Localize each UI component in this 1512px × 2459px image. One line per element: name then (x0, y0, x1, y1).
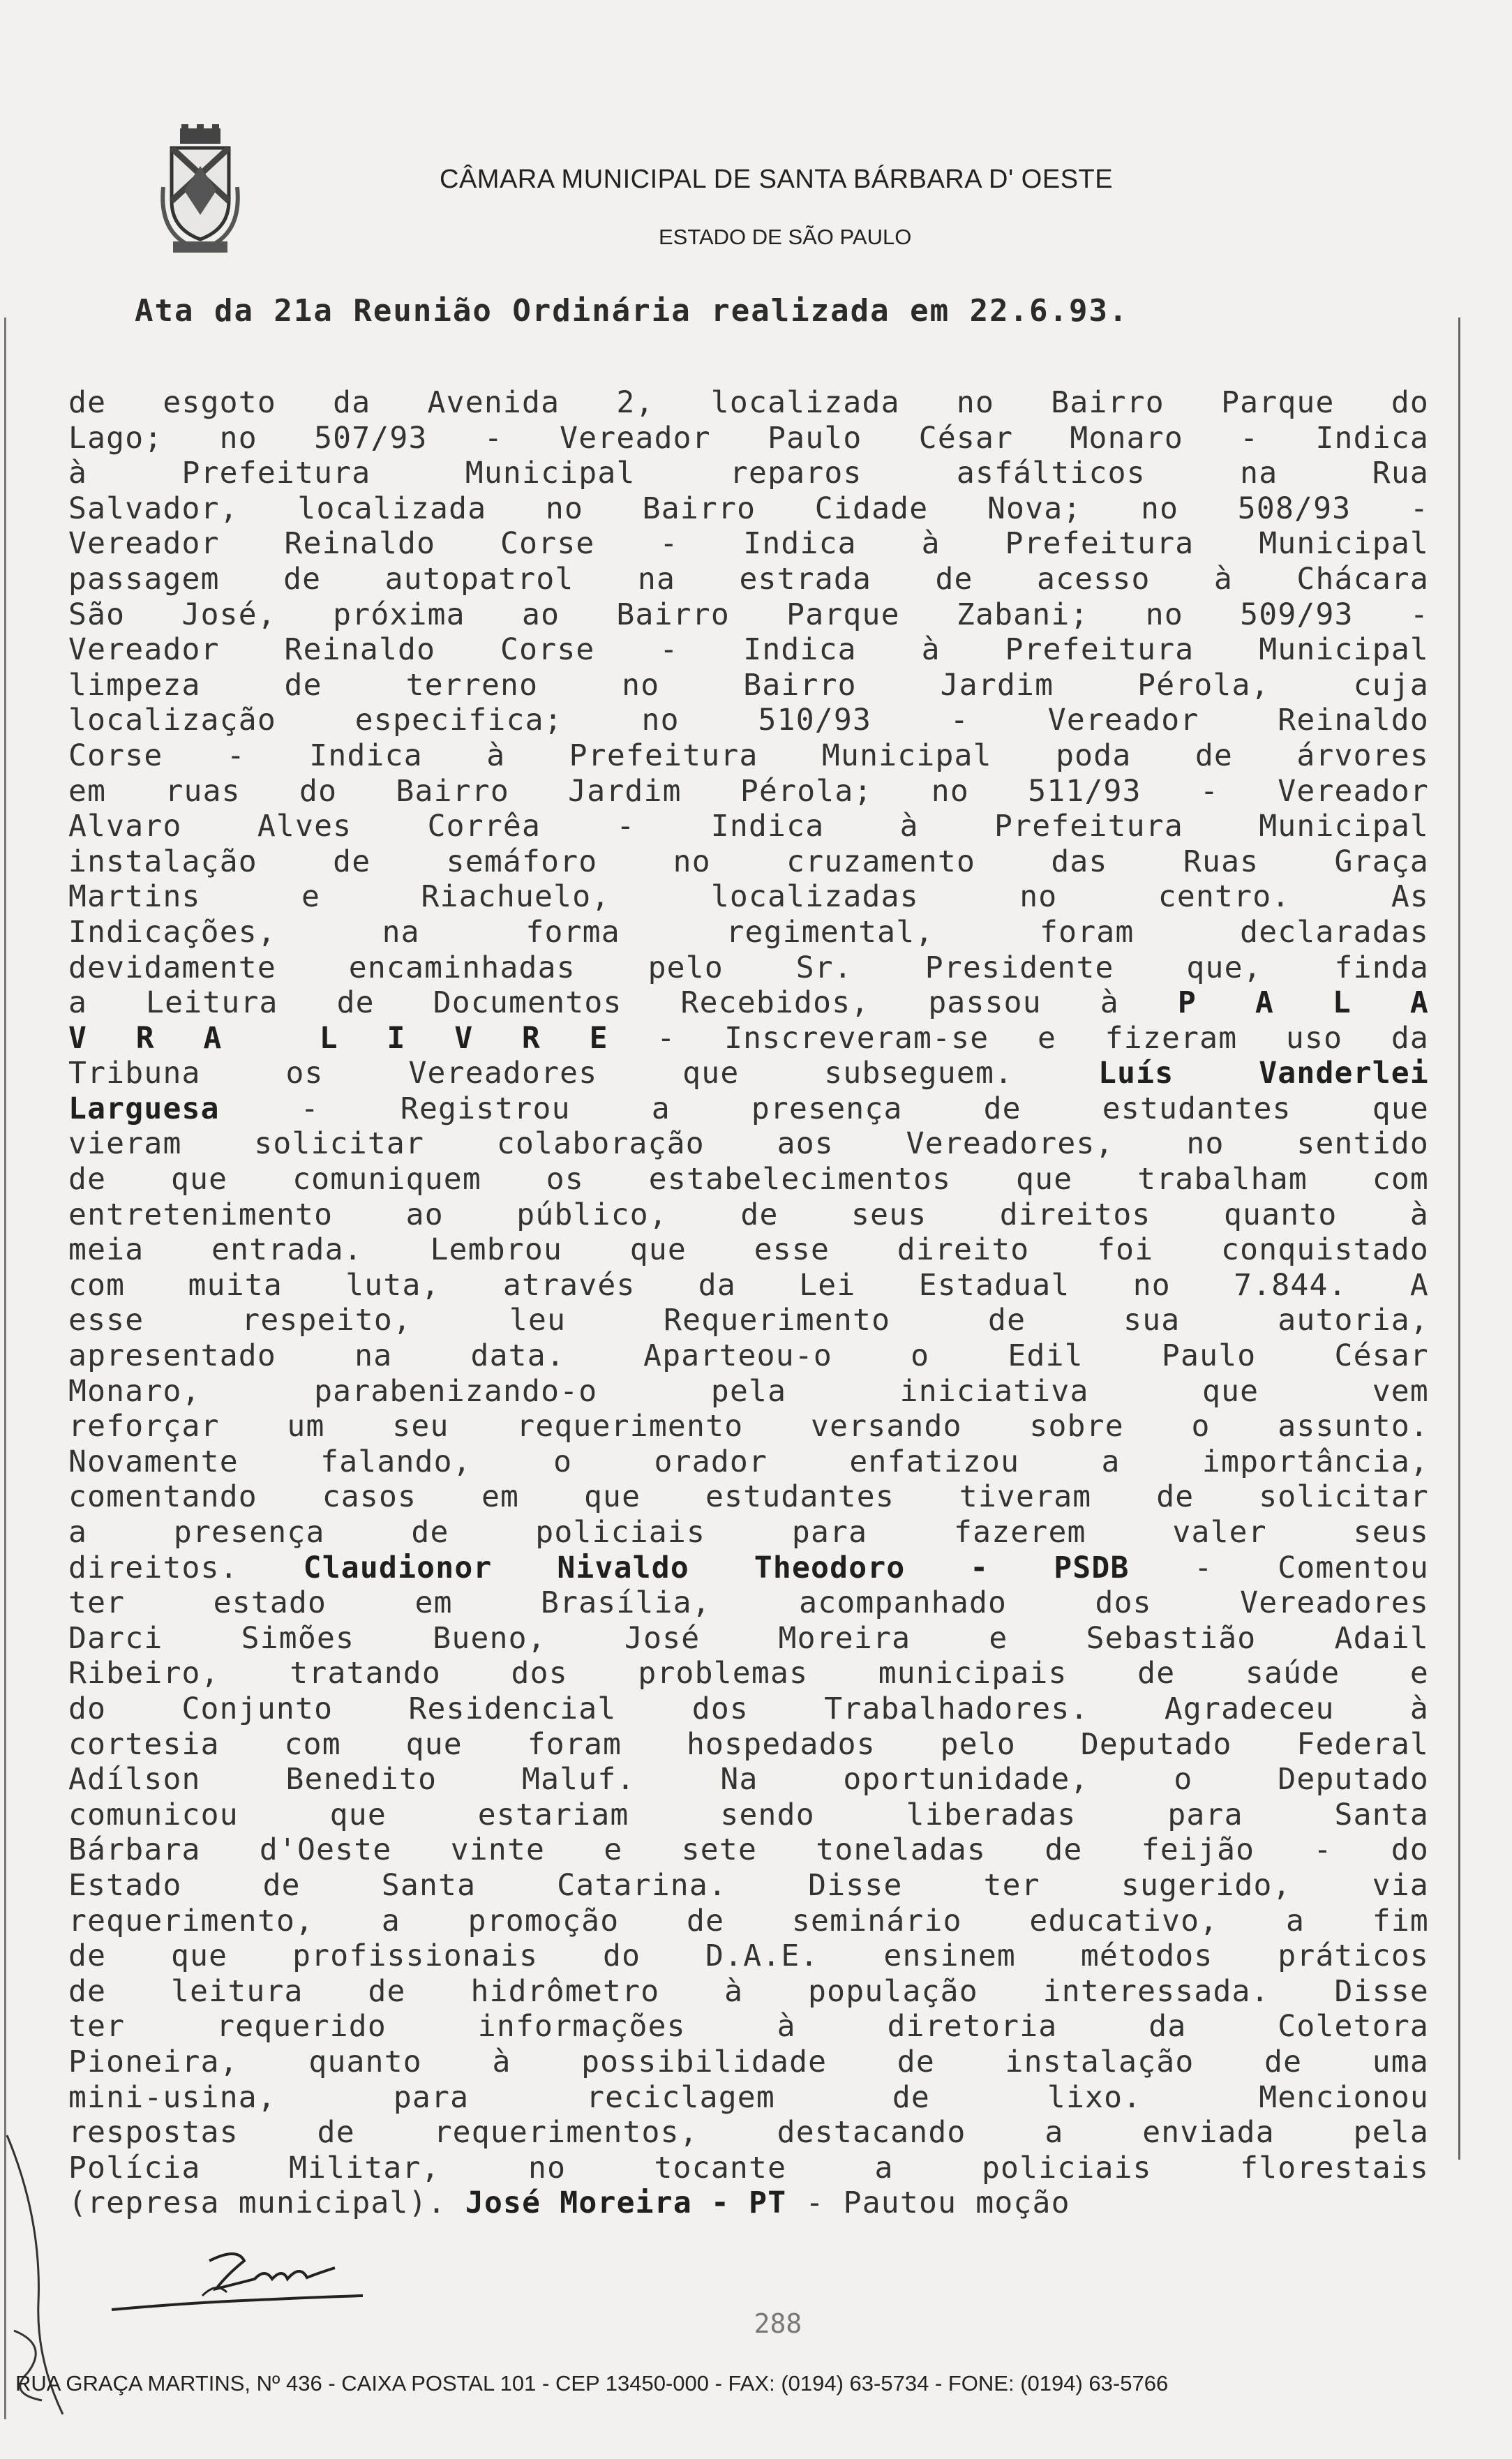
text-segment: - Pautou moção (786, 2185, 1070, 2221)
text-line (68, 1727, 1429, 1763)
text-line (68, 1444, 1429, 1480)
text-segment: à Prefeitura Municipal reparos asfálticos na Rua (68, 456, 1429, 491)
text-segment: Pioneira, quanto à possibilidade de instalação de uma (68, 2044, 1429, 2079)
text-line (68, 738, 1429, 774)
page-number: 288 (754, 2308, 802, 2339)
text-line (68, 1232, 1429, 1268)
text-segment: esse respeito, leu Requerimento de sua autoria, (68, 1303, 1429, 1338)
text-line (68, 1585, 1429, 1621)
text-segment: do Conjunto Residencial dos Trabalhadores. Agradeceu à (68, 1691, 1429, 1726)
bold-text-segment: Claudionor Nivaldo Theodoro - PSDB (303, 1550, 1130, 1585)
text-segment: - Registrou a presença de estudantes que (219, 1091, 1429, 1126)
right-border-line (1458, 317, 1460, 2160)
text-segment: a presença de policiais para fazerem valer seus (68, 1515, 1429, 1550)
text-line (68, 879, 1429, 915)
text-line (68, 2151, 1429, 2186)
bold-text-segment: Luís Vanderlei (1098, 1056, 1429, 1091)
text-line (68, 1904, 1429, 1939)
municipal-coat-of-arms-icon (159, 124, 241, 257)
text-segment: Tribuna os Vereadores que subseguem. (68, 1056, 1098, 1091)
text-segment: Adílson Benedito Maluf. Na oportunidade, o Deputado (68, 1762, 1429, 1797)
text-line (68, 2115, 1429, 2151)
text-line (68, 985, 1429, 1021)
text-segment: Monaro, parabenizando-o pela iniciativa que vem (68, 1373, 1429, 1409)
text-line (68, 597, 1429, 633)
text-segment: Corse - Indica à Prefeitura Municipal poda de árvores (68, 738, 1429, 773)
text-segment: meia entrada. Lembrou que esse direito foi conquistado (68, 1232, 1429, 1268)
text-line (68, 1338, 1429, 1374)
text-line (68, 1832, 1429, 1868)
text-line (68, 668, 1429, 703)
text-line (68, 562, 1429, 597)
text-segment: em ruas do Bairro Jardim Pérola; no 511/93 - Vereador (68, 773, 1429, 809)
text-line (68, 526, 1429, 562)
text-segment: - Inscreveram-se e fizeram uso da (608, 1020, 1429, 1056)
text-segment: São José, próxima ao Bairro Parque Zabani; no 509/93 - (68, 597, 1429, 632)
text-segment: apresentado na data. Aparteou-o o Edil Paulo César (68, 1338, 1429, 1374)
text-segment: ter estado em Brasília, acompanhado dos Vereadores (68, 1585, 1429, 1621)
text-line (68, 1268, 1429, 1303)
text-segment: Darci Simões Bueno, José Moreira e Sebastião Adail (68, 1620, 1429, 1656)
text-segment: com muita luta, através da Lei Estadual no 7.844. A (68, 1267, 1429, 1303)
text-segment: - Comentou (1129, 1550, 1429, 1585)
minutes-body-text (68, 385, 1429, 2221)
text-line (68, 703, 1429, 738)
text-segment: Estado de Santa Catarina. Disse ter sugerido, via (68, 1867, 1429, 1903)
text-line (68, 1091, 1429, 1127)
bold-text-segment: P A L A (1177, 985, 1429, 1021)
text-segment: instalação de semáforo no cruzamento das Ruas Graça (68, 844, 1429, 879)
text-segment: de que comuniquem os estabelecimentos que trabalham com (68, 1162, 1429, 1197)
text-line (68, 632, 1429, 668)
text-line (68, 2185, 1429, 2221)
text-segment: devidamente encaminhadas pelo Sr. Presidente que, finda (68, 950, 1429, 985)
text-segment: Indicações, na forma regimental, foram declaradas (68, 914, 1429, 950)
text-segment: cortesia com que foram hospedados pelo Deputado Federal (68, 1726, 1429, 1762)
text-line (68, 1126, 1429, 1162)
text-line (68, 456, 1429, 491)
text-segment: Ribeiro, tratando dos problemas municipais de saúde e (68, 1656, 1429, 1691)
text-line (68, 1479, 1429, 1515)
bold-text-segment: V R A L I V R E (68, 1020, 608, 1056)
text-segment: mini-usina, para reciclagem de lixo. Mencionou (68, 2079, 1429, 2115)
text-line (68, 1021, 1429, 1056)
ata-title: Ata da 21a Reunião Ordinária realizada em 22.6.93. (135, 293, 1129, 329)
text-line (68, 1974, 1429, 2010)
text-line (68, 809, 1429, 844)
text-segment: respostas de requerimentos, destacando a enviada pela (68, 2115, 1429, 2151)
text-segment: vieram solicitar colaboração aos Vereadores, no sentido (68, 1126, 1429, 1162)
text-segment: Salvador, localizada no Bairro Cidade Nova; no 508/93 - (68, 491, 1429, 526)
text-segment: direitos. (68, 1550, 304, 1585)
text-line (68, 1197, 1429, 1233)
text-line (68, 1056, 1429, 1091)
text-line (68, 950, 1429, 986)
bold-text-segment: José Moreira - PT (465, 2185, 787, 2221)
text-line (68, 1303, 1429, 1338)
text-segment: Vereador Reinaldo Corse - Indica à Prefeitura Municipal (68, 632, 1429, 668)
footer-address: RUA GRAÇA MARTINS, Nº 436 - CAIXA POSTAL 101 - CEP 13450-000 - FAX: (0194) 63-5734 - FONE: (0194) 63-5766 (15, 2371, 1169, 2396)
text-line (68, 1938, 1429, 1974)
text-segment: Martins e Riachuelo, localizadas no centro. As (68, 879, 1429, 915)
text-segment: a Leitura de Documentos Recebidos, passou à (68, 985, 1178, 1021)
text-segment: de leitura de hidrômetro à população interessada. Disse (68, 1973, 1429, 2009)
handwritten-signature-icon (105, 2233, 370, 2324)
text-segment: passagem de autopatrol na estrada de acesso à Chácara (68, 561, 1429, 597)
text-line (68, 1550, 1429, 1586)
text-line (68, 1762, 1429, 1797)
text-line (68, 1162, 1429, 1197)
text-segment: comunicou que estariam sendo liberadas para Santa (68, 1797, 1429, 1832)
text-segment: Polícia Militar, no tocante a policiais florestais (68, 2150, 1429, 2185)
text-line (68, 1797, 1429, 1833)
text-segment: ter requerido informações à diretoria da Coletora (68, 2009, 1429, 2045)
text-line (68, 421, 1429, 456)
text-segment: limpeza de terreno no Bairro Jardim Pérola, cuja (68, 667, 1429, 703)
text-line (68, 1621, 1429, 1657)
text-line (68, 385, 1429, 421)
text-line (68, 844, 1429, 880)
text-segment: Vereador Reinaldo Corse - Indica à Prefeitura Municipal (68, 526, 1429, 562)
text-line (68, 2009, 1429, 2045)
text-segment: de que profissionais do D.A.E. ensinem métodos práticos (68, 1938, 1429, 1974)
text-line (68, 2045, 1429, 2080)
text-line (68, 774, 1429, 809)
text-line (68, 1409, 1429, 1444)
bold-text-segment: Larguesa (68, 1091, 220, 1126)
text-segment: entretenimento ao público, de seus direitos quanto à (68, 1197, 1429, 1232)
text-segment: Lago; no 507/93 - Vereador Paulo César Monaro - Indica (68, 420, 1429, 456)
text-line (68, 491, 1429, 527)
state-name: ESTADO DE SÃO PAULO (659, 225, 912, 249)
text-segment: de esgoto da Avenida 2, localizada no Bairro Parque do (68, 385, 1429, 420)
text-line (68, 2080, 1429, 2116)
text-line (68, 1374, 1429, 1410)
text-line (68, 915, 1429, 950)
text-line (68, 1515, 1429, 1550)
organization-name: CÂMARA MUNICIPAL DE SANTA BÁRBARA D' OESTE (440, 165, 1114, 194)
text-segment: comentando casos em que estudantes tiveram de solicitar (68, 1479, 1429, 1515)
text-line (68, 1868, 1429, 1904)
left-border-line (4, 317, 6, 2419)
text-segment: localização especifica; no 510/93 - Vereador Reinaldo (68, 703, 1429, 738)
text-segment: Bárbara d'Oeste vinte e sete toneladas de feijão - do (68, 1832, 1429, 1868)
text-segment: reforçar um seu requerimento versando sobre o assunto. (68, 1409, 1429, 1444)
text-line (68, 1656, 1429, 1691)
text-line (68, 1691, 1429, 1727)
text-segment: Novamente falando, o orador enfatizou a importância, (68, 1444, 1429, 1479)
text-segment: Alvaro Alves Corrêa - Indica à Prefeitura Municipal (68, 809, 1429, 844)
text-segment: (represa municipal). (68, 2185, 465, 2221)
text-segment: requerimento, a promoção de seminário educativo, a fim (68, 1903, 1429, 1938)
